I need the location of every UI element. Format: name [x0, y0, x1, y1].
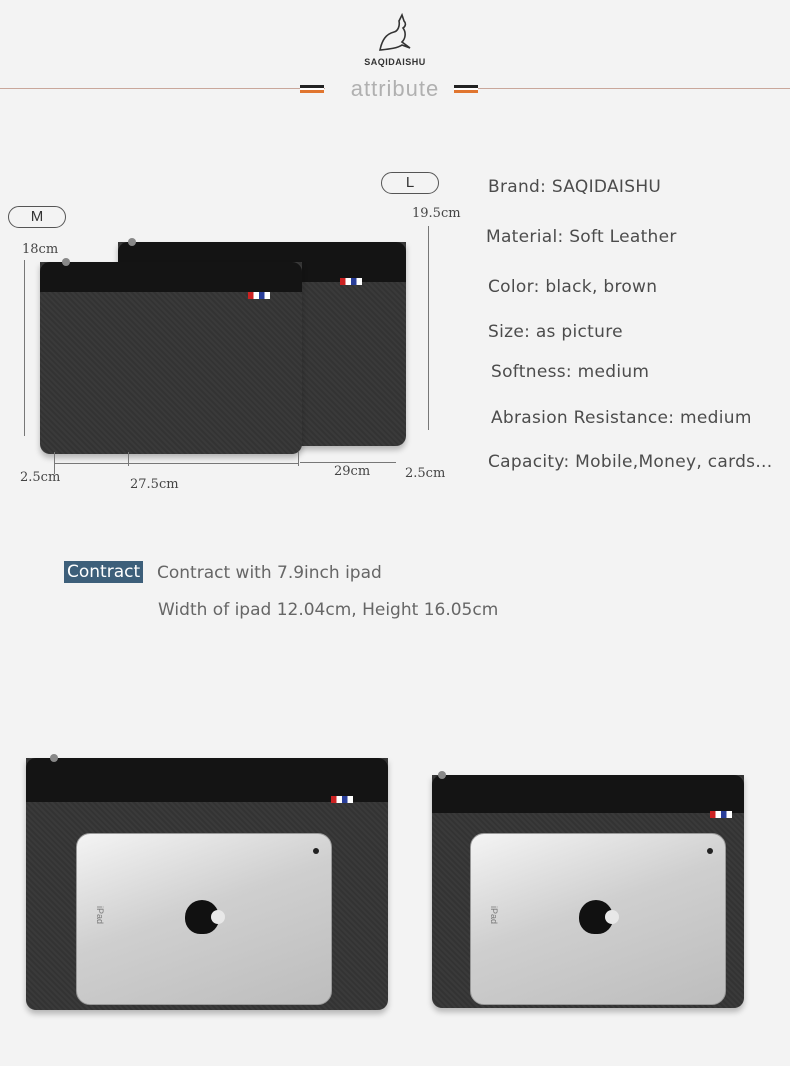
ipad-large	[470, 833, 726, 1005]
spec-brand: Brand: SAQIDAISHU	[488, 177, 662, 197]
bag-medium	[40, 262, 302, 454]
m-width-tick-right	[298, 452, 299, 466]
size-l-width: 29cm	[334, 464, 371, 479]
l-height-line	[428, 226, 429, 430]
l-width-line	[300, 462, 396, 463]
size-m-height: 18cm	[22, 242, 59, 257]
size-m-pill: M	[8, 206, 66, 228]
spec-capacity: Capacity: Mobile,Money, cards...	[488, 452, 773, 472]
camera-icon	[313, 848, 319, 854]
apple-logo-icon	[579, 900, 613, 934]
size-l-pill: L	[381, 172, 439, 194]
contract-badge: Contract	[64, 561, 143, 583]
spec-color: Color: black, brown	[488, 277, 658, 297]
spec-size: Size: as picture	[488, 322, 623, 342]
m-height-line	[24, 260, 25, 436]
spec-abrasion: Abrasion Resistance: medium	[491, 408, 752, 428]
ipad-medium	[76, 833, 332, 1005]
m-width-line	[54, 463, 298, 464]
contract-line-1: Contract with 7.9inch ipad	[157, 563, 382, 583]
m-width-tick-mid	[128, 452, 129, 466]
camera-icon	[707, 848, 713, 854]
title-decoration-left	[300, 85, 324, 95]
contract-line-2: Width of ipad 12.04cm, Height 16.05cm	[158, 600, 499, 620]
section-title: attribute	[325, 76, 465, 102]
title-decoration-right	[454, 85, 478, 95]
spec-material: Material: Soft Leather	[486, 227, 677, 247]
ipad-label: iPad	[95, 905, 106, 925]
spec-softness: Softness: medium	[491, 362, 650, 382]
size-l-height: 19.5cm	[412, 206, 461, 221]
brand-logo	[345, 12, 445, 67]
size-m-width: 27.5cm	[130, 477, 179, 492]
size-l-depth: 2.5cm	[405, 466, 446, 481]
size-m-depth: 2.5cm	[20, 470, 61, 485]
apple-logo-icon	[185, 900, 219, 934]
ipad-label: iPad	[489, 905, 500, 925]
kangaroo-logo-icon	[372, 12, 418, 52]
brand-logo-text: SAQIDAISHU	[364, 57, 426, 67]
